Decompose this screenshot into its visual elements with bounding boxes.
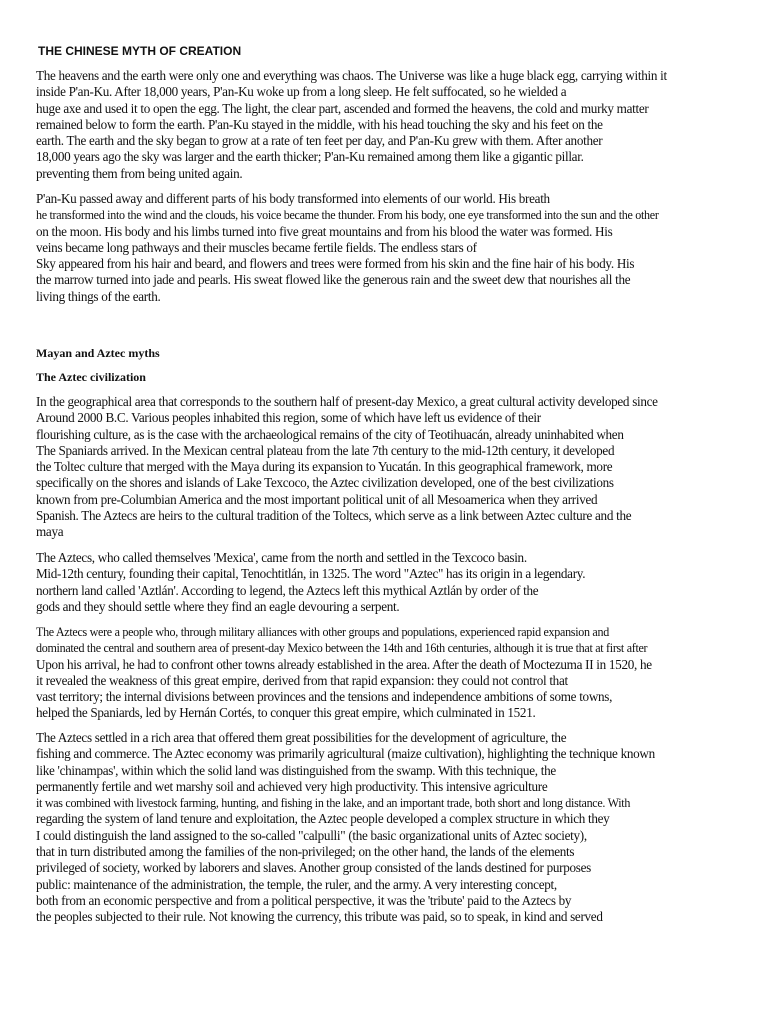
text-line: on the moon. His body and his limbs turned into five great mountains and from his blood the water was formed. His <box>36 223 613 239</box>
chinese-paragraph-2 <box>36 191 768 305</box>
subheading: The Aztec civilization <box>36 370 146 384</box>
text-line: helped the Spaniards, led by Hernán Cortés, to conquer this great empire, which culminated in 1521. <box>36 705 536 721</box>
text-line: dominated the central and southern area of present-day Mexico between the 14th and 16th centuries, although it is true that at first after <box>36 641 648 656</box>
text-line: fishing and commerce. The Aztec economy was primarily agricultural (maize cultivation), highlighting the technique known <box>36 746 655 762</box>
text-line: The Aztecs, who called themselves 'Mexica', came from the north and settled in the Texcoco basin. <box>36 550 527 565</box>
text-line: privileged of society, worked by laborers and slaves. Another group consisted of the lands destined for purposes <box>36 860 591 876</box>
aztec-paragraph-3 <box>36 624 768 722</box>
text-line: like 'chinampas', within which the solid land was distinguished from the swamp. With this technique, the <box>36 762 556 778</box>
text-line: maya <box>36 524 64 540</box>
text-line: I could distinguish the land assigned to the so-called "calpulli" (the basic organizational units of Aztec society), <box>36 827 587 843</box>
text-line: it was combined with livestock farming, hunting, and fishing in the lake, and an important trade, both short and long distance. With <box>36 796 631 811</box>
section-heading: Mayan and Aztec myths <box>36 346 160 360</box>
text-line: 18,000 years ago the sky was larger and the earth thicker; P'an-Ku remained among them like a gigantic pillar. <box>36 149 584 165</box>
text-line: preventing them from being united again. <box>36 165 243 181</box>
text-line: he transformed into the wind and the clouds, his voice became the thunder. From his body, one eye transformed into the sun and the other <box>36 208 659 223</box>
text-line: veins became long pathways and their muscles became fertile fields. The endless stars of <box>36 239 477 255</box>
text-line: In the geographical area that corresponds to the southern half of present-day Mexico, a great cultural activity developed since <box>36 394 658 409</box>
text-line: flourishing culture, as is the case with the archaeological remains of the city of Teotihuacán, already uninhabited when <box>36 426 624 442</box>
text-line: gods and they should settle where they find an eagle devouring a serpent. <box>36 598 400 614</box>
text-line: public: maintenance of the administration, the temple, the ruler, and the army. A very interesting concept, <box>36 876 557 892</box>
text-line: the marrow turned into jade and pearls. His sweat flowed like the generous rain and the sweet dew that nourishes all the <box>36 272 631 288</box>
aztec-paragraph-2 <box>36 550 768 615</box>
text-line: inside P'an-Ku. After 18,000 years, P'an-Ku woke up from a long sleep. He felt suffocated, so he wielded a <box>36 84 567 100</box>
text-line: that in turn distributed among the families of the non-privileged; on the other hand, the lands of the elements <box>36 844 575 860</box>
text-line: both from an economic perspective and from a political perspective, it was the 'tribute' paid to the Aztecs by <box>36 892 572 908</box>
text-line: The heavens and the earth were only one and everything was chaos. The Universe was like a huge black egg, carrying within it <box>36 68 667 83</box>
text-line: huge axe and used it to open the egg. The light, the clear part, ascended and formed the heavens, the cold and murky matter <box>36 100 649 116</box>
text-line: The Aztecs were a people who, through military alliances with other groups and populations, experienced rapid expansion and <box>36 625 609 639</box>
aztec-paragraph-4 <box>36 730 768 926</box>
text-line: Sky appeared from his hair and beard, and flowers and trees were formed from his skin and the fine hair of his body. His <box>36 256 635 272</box>
aztec-paragraph-1 <box>36 394 768 541</box>
text-line: The Spaniards arrived. In the Mexican central plateau from the late 7th century to the mid-12th century, it developed <box>36 442 615 458</box>
text-line: earth. The earth and the sky began to grow at a rate of ten feet per day, and P'an-Ku grew with them. After another <box>36 133 603 149</box>
page-title: THE CHINESE MYTH OF CREATION <box>38 44 242 58</box>
text-line: living things of the earth. <box>36 288 161 304</box>
text-line: Mid-12th century, founding their capital, Tenochtitlán, in 1325. The word "Aztec" has its origin in a legendary. <box>36 566 586 582</box>
text-line: Upon his arrival, he had to confront other towns already established in the area. After the death of Moctezuma II in 1520, he <box>36 656 652 672</box>
text-line: The Aztecs settled in a rich area that offered them great possibilities for the development of agriculture, the <box>36 730 567 745</box>
text-line: regarding the system of land tenure and exploitation, the Aztec people developed a complex structure in which they <box>36 811 610 827</box>
text-line: it revealed the weakness of this great empire, derived from that rapid expansion: they could not control that <box>36 672 568 688</box>
text-line: remained below to form the earth. P'an-Ku stayed in the middle, with his head touching the sky and his feet on the <box>36 116 603 132</box>
text-line: P'an-Ku passed away and different parts of his body transformed into elements of our world. His breath <box>36 191 550 206</box>
chinese-paragraph-1 <box>36 68 768 182</box>
text-line: permanently fertile and wet marshy soil and achieved very high productivity. This intensive agriculture <box>36 778 548 794</box>
text-line: Spanish. The Aztecs are heirs to the cultural tradition of the Toltecs, which serve as a link between Aztec culture and the <box>36 508 632 524</box>
text-line: vast territory; the internal divisions between provinces and the tensions and independence ambitions of some towns, <box>36 689 613 705</box>
text-line: the Toltec culture that merged with the Maya during its expansion to Yucatán. In this geographical framework, more <box>36 459 613 475</box>
text-line: northern land called 'Aztlán'. According to legend, the Aztecs left this mythical Aztlán by order of the <box>36 582 539 598</box>
text-line: specifically on the shores and islands of Lake Texcoco, the Aztec civilization developed, one of the best civilizations <box>36 475 614 491</box>
text-line: the peoples subjected to their rule. Not knowing the currency, this tribute was paid, so to speak, in kind and served <box>36 909 603 925</box>
text-line: Around 2000 B.C. Various peoples inhabited this region, some of which have left us evidence of their <box>36 410 541 426</box>
text-line: known from pre-Columbian America and the most important political unit of all Mesoamerica when they arrived <box>36 491 598 507</box>
